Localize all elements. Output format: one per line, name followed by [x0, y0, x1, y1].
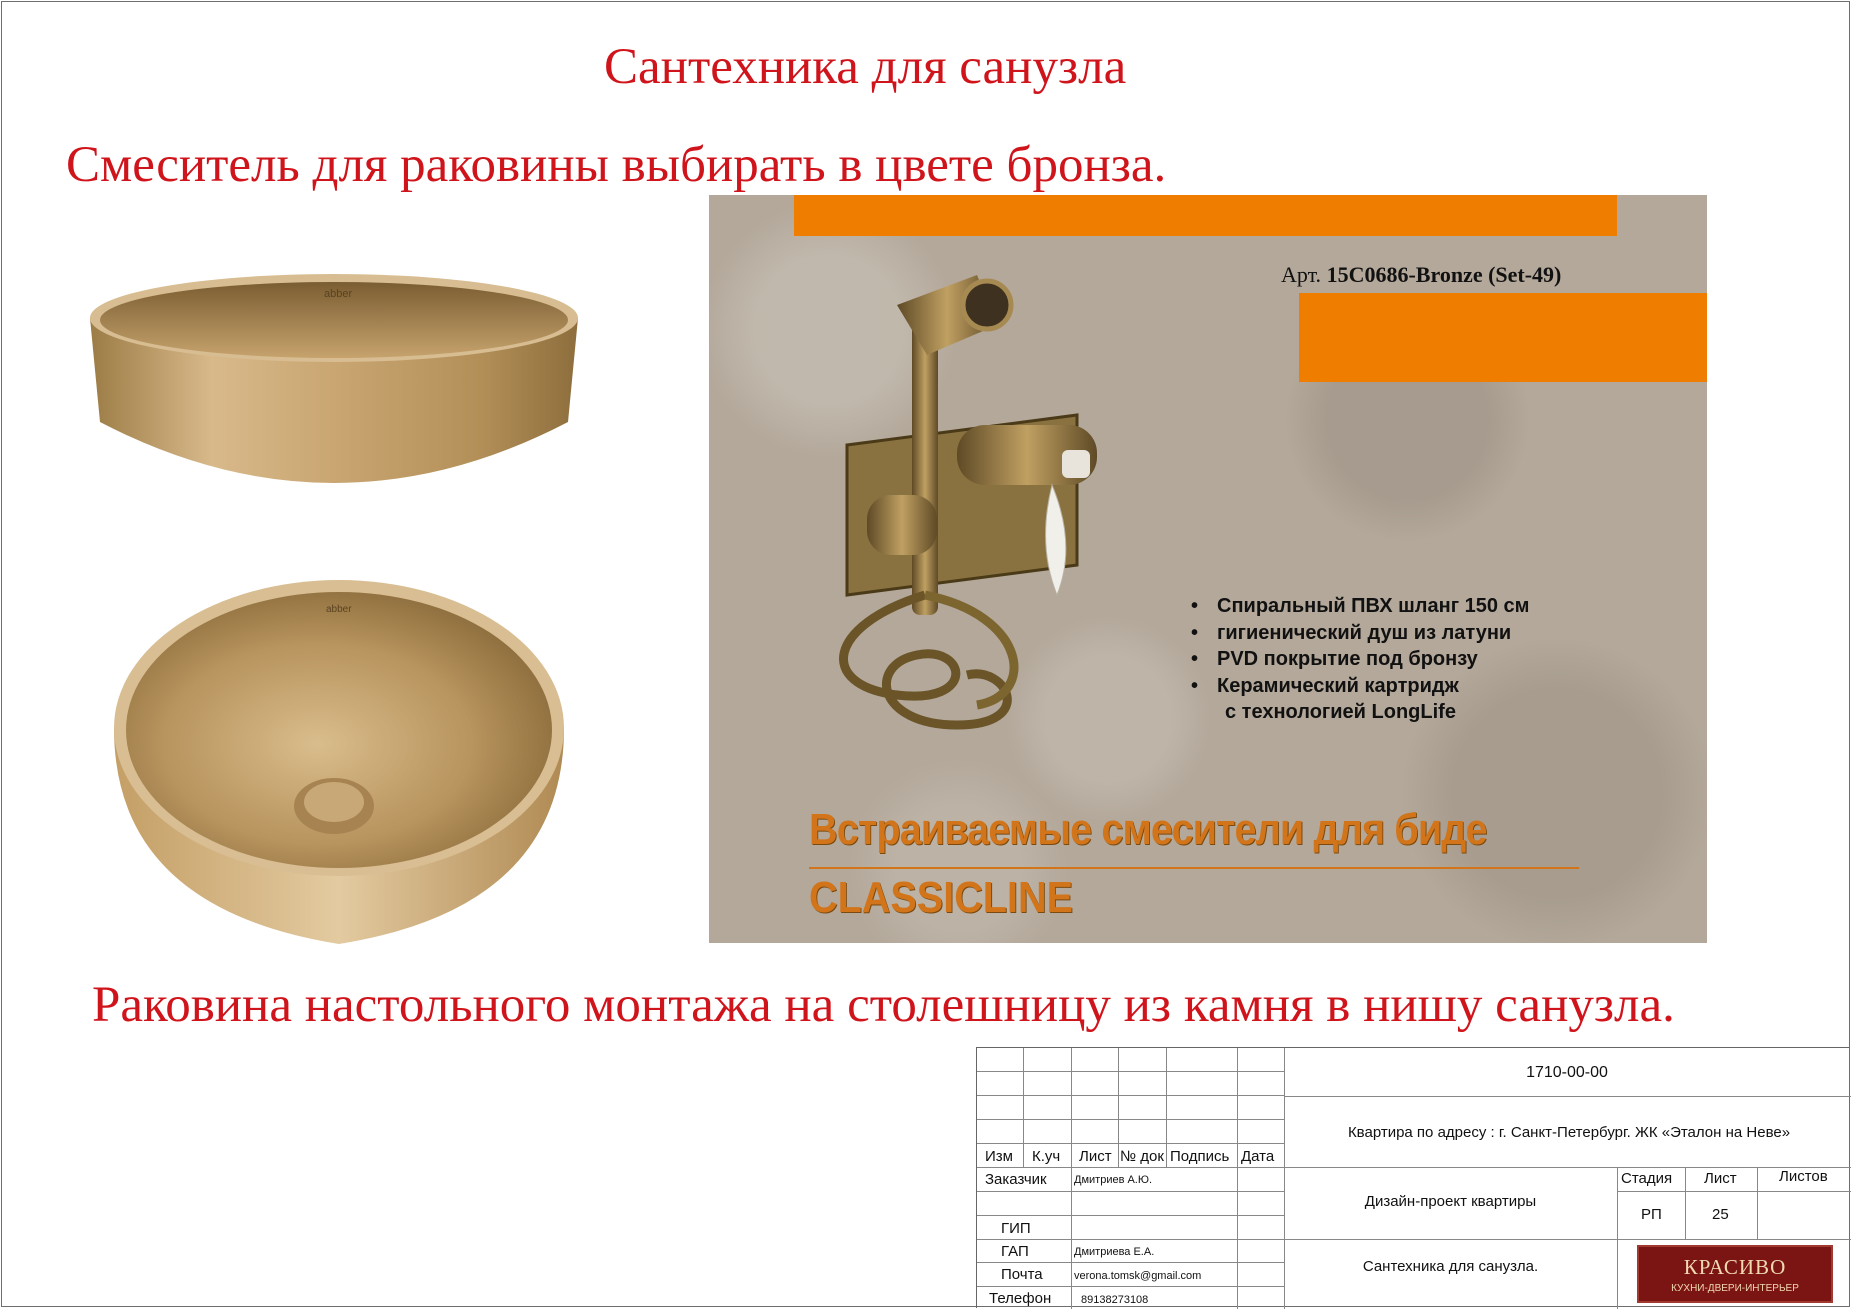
- product-line-heading: Встраиваемые смесители для биде: [809, 805, 1487, 854]
- header-podpis: Подпись: [1170, 1148, 1230, 1165]
- header-izm: Изм: [985, 1148, 1013, 1165]
- phone-value: 89138273108: [1081, 1294, 1149, 1306]
- brand-mark: abber: [324, 288, 353, 300]
- feature-item: с технологией LongLife: [1225, 701, 1456, 723]
- gap-label: ГАП: [1001, 1243, 1029, 1260]
- article-prefix: Арт.: [1281, 262, 1322, 287]
- mixer-note: Смеситель для раковины выбирать в цвете бронза.: [66, 137, 1167, 193]
- header-list: Лист: [1079, 1148, 1112, 1165]
- article-number: [1281, 262, 1561, 288]
- address: Квартира по адресу : г. Санкт-Петербург. ЖК «Эталон на Неве»: [1347, 1124, 1791, 1141]
- stage-label: Стадия: [1621, 1170, 1673, 1187]
- doc-number: 1710-00-00: [1526, 1064, 1608, 1081]
- mail-value: verona.tomsk@gmail.com: [1074, 1270, 1202, 1282]
- header-ndok: № док: [1120, 1148, 1164, 1165]
- feature-item: • Спиральный ПВХ шланг 150 см: [1191, 595, 1530, 617]
- feature-item: • Керамический картридж: [1191, 674, 1459, 697]
- heading-rule: [809, 867, 1579, 869]
- basin-side-image: [86, 272, 582, 522]
- project-name: Дизайн-проект квартиры: [1364, 1193, 1537, 1210]
- brand-mark: abber: [326, 604, 352, 615]
- sheet-value: 25: [1712, 1206, 1729, 1223]
- phone-label: Телефон: [989, 1290, 1052, 1307]
- basin-caption: Раковина настольного монтажа на столешницу из камня в нишу санузла.: [92, 977, 1675, 1033]
- sheet-label: Лист: [1704, 1170, 1737, 1187]
- feature-item: • гигиенический душ из латуни: [1191, 621, 1512, 644]
- header-data: Дата: [1241, 1148, 1275, 1165]
- page-title: Сантехника для санузла: [604, 39, 1127, 95]
- customer-label: Заказчик: [985, 1171, 1047, 1188]
- article-code: 15C0686-Bronze (Set-49): [1326, 262, 1562, 287]
- gip-label: ГИП: [1001, 1220, 1031, 1237]
- orange-band-top: [794, 195, 1617, 236]
- brand-name: CLASSICLINE: [809, 873, 1074, 922]
- title-block: [976, 1047, 1850, 1308]
- feature-list: [1191, 593, 1529, 726]
- company-logo: [1637, 1245, 1833, 1303]
- gap-value: Дмитриева Е.А.: [1074, 1246, 1155, 1258]
- logo-name: КРАСИВО: [1683, 1255, 1787, 1279]
- sheet-title: Сантехника для санузла.: [1362, 1258, 1539, 1275]
- bidet-mixer-panel: [709, 195, 1707, 943]
- basin-top-image: [108, 578, 570, 948]
- sheets-label: Листов: [1779, 1168, 1828, 1185]
- feature-item: • PVD покрытие под бронзу: [1191, 648, 1478, 670]
- stage-value: РП: [1641, 1206, 1662, 1223]
- customer-value: Дмитриев А.Ю.: [1074, 1174, 1153, 1186]
- logo-tagline: КУХНИ-ДВЕРИ-ИНТЕРЬЕР: [1671, 1283, 1799, 1294]
- header-kuch: К.уч: [1032, 1148, 1061, 1165]
- bidet-mixer-image: [807, 265, 1167, 765]
- orange-band-right: [1299, 293, 1707, 382]
- mail-label: Почта: [1001, 1266, 1043, 1283]
